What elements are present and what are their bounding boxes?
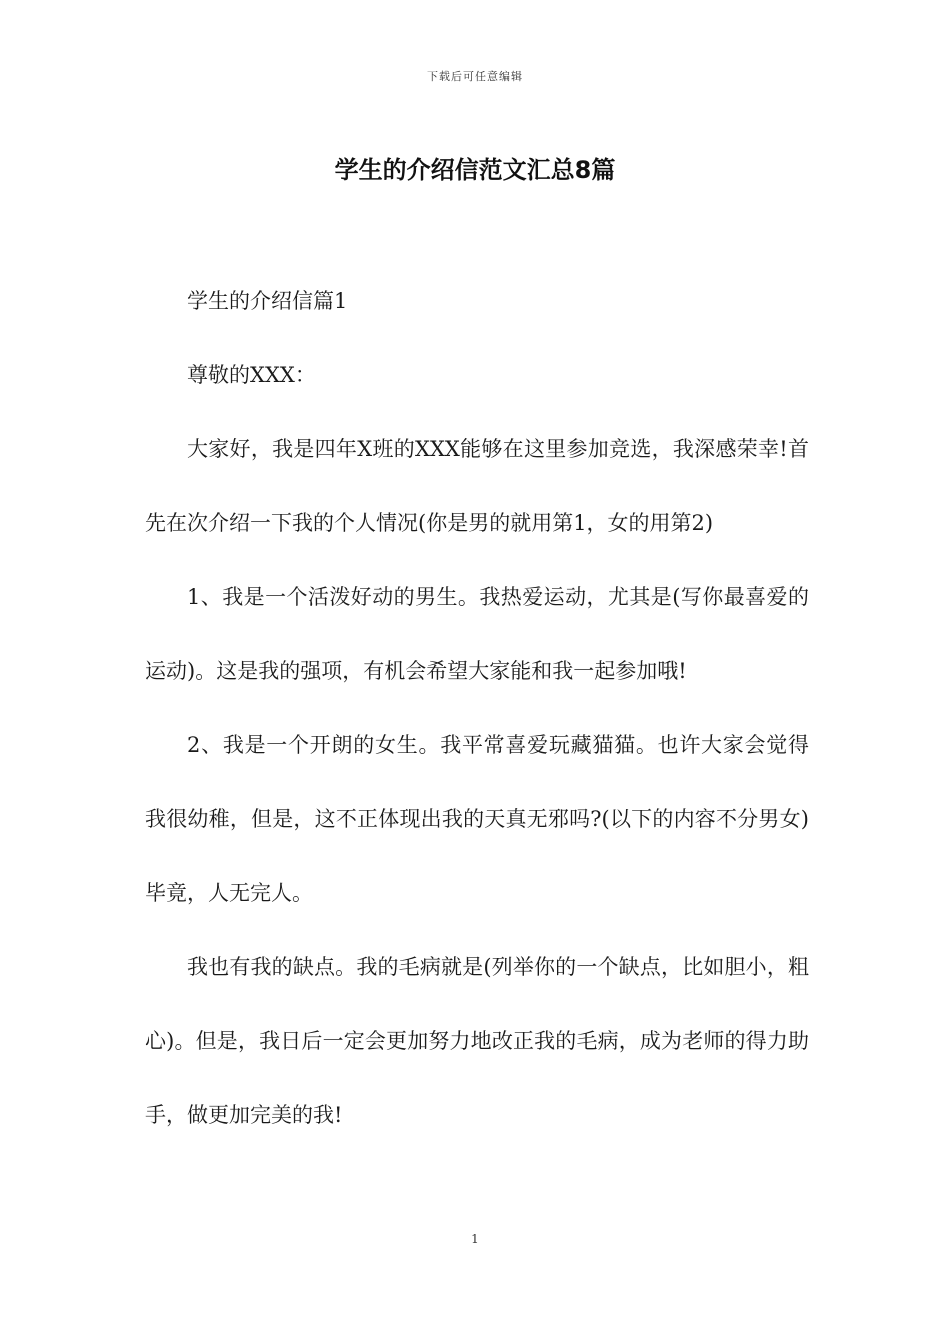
page-number: 1 [471, 1232, 479, 1246]
body-paragraph: 2、我是一个开朗的女生。我平常喜爱玩藏猫猫。也许大家会觉得我很幼稚，但是，这不正体现出我的天真无邪吗?(以下的内容不分男女)毕竟，人无完人。 [145, 733, 809, 905]
body-paragraph: 我也有我的缺点。我的毛病就是(列举你的一个缺点，比如胆小，粗心)。但是，我日后一定会更加努力地改正我的毛病，成为老师的得力助手，做更加完美的我! [145, 955, 809, 1127]
document-body [145, 264, 809, 1152]
body-paragraph: 大家好，我是四年X班的XXX能够在这里参加竞选，我深感荣幸!首先在次介绍一下我的个人情况(你是男的就用第1，女的用第2) [145, 437, 809, 535]
salutation: 尊敬的XXX： [187, 363, 316, 387]
section-heading: 学生的介绍信篇1 [187, 289, 348, 313]
body-paragraph: 1、我是一个活泼好动的男生。我热爱运动，尤其是(写你最喜爱的运动)。这是我的强项，有机会希望大家能和我一起参加哦! [145, 585, 809, 683]
page-header-note: 下载后可任意编辑 [427, 70, 523, 83]
document-title: 学生的介绍信范文汇总8篇 [334, 156, 616, 184]
